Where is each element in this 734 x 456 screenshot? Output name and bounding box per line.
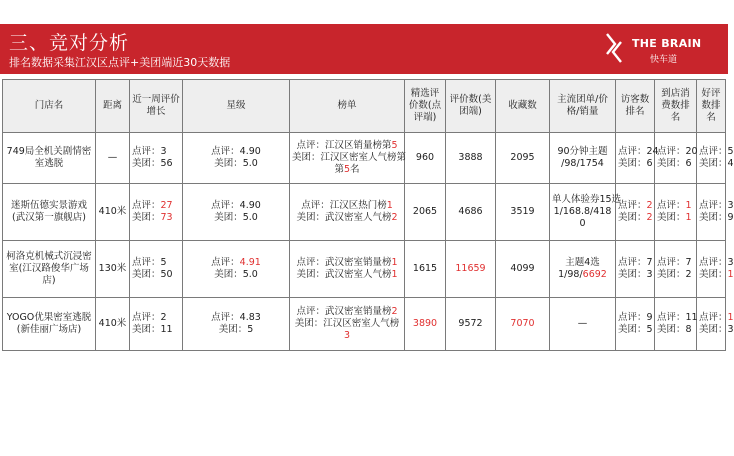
star-rating: 点评：4.83 美团：5: [183, 298, 290, 351]
star-rating: 点评：4.90 美团：5.0: [183, 184, 290, 241]
main-deal: 90分钟主题 /98/1754: [550, 133, 616, 184]
review-growth: 点评：27 美团：73: [130, 184, 183, 241]
good-rank: 点评：1 美团：3: [697, 298, 726, 351]
star-rating: 点评：4.91 美团：5.0: [183, 241, 290, 298]
distance: —: [96, 133, 130, 184]
store-name: YOGO优果密室逃脱(新佳丽广场店): [3, 298, 96, 351]
table-row: [3, 241, 726, 298]
favorites: 2095: [496, 133, 550, 184]
col-header-favorites: 收藏数: [496, 80, 550, 133]
col-header-distance: 距离: [96, 80, 130, 133]
meituan-reviews: 9572: [446, 298, 496, 351]
distance: 410米: [96, 184, 130, 241]
col-header-good-rank: 好评数排名: [697, 80, 726, 133]
review-growth: 点评：5 美团：50: [130, 241, 183, 298]
featured-reviews: 3890: [405, 298, 446, 351]
distance: 130米: [96, 241, 130, 298]
ranking-list: 点评：武汉密室销量榜1 美团：武汉密室人气榜1: [290, 241, 405, 298]
table-row: [3, 184, 726, 241]
meituan-reviews: 11659: [446, 241, 496, 298]
meituan-reviews: 4686: [446, 184, 496, 241]
header-banner: [0, 24, 728, 74]
brand-mark-icon: [604, 31, 624, 65]
store-name: 柯洛克机械式沉浸密室(江汉路俊华广场店): [3, 241, 96, 298]
featured-reviews: 960: [405, 133, 446, 184]
ranking-list: 点评：武汉密室销量榜2 美团：江汉区密室人气榜 3: [290, 298, 405, 351]
good-rank: 点评：3 美团：1: [697, 241, 726, 298]
brand-name-cn: 快车道: [650, 55, 678, 65]
col-header-featured-reviews: 精选评价数(点评端): [405, 80, 446, 133]
favorites: 4099: [496, 241, 550, 298]
good-rank: 点评：3 美团：9: [697, 184, 726, 241]
featured-reviews: 2065: [405, 184, 446, 241]
store-name: 迷斯伍德实景游戏(武汉第一旗舰店): [3, 184, 96, 241]
table-header-row: [3, 80, 726, 133]
ranking-list: 点评：江汉区销量榜第5 美团：江汉区密室人气榜第 第5名: [290, 133, 405, 184]
spend-rank: 点评：11 美团：8: [655, 298, 697, 351]
competitor-table: [2, 79, 734, 351]
brand-name: THE BRAIN: [632, 37, 702, 50]
review-growth: 点评：2 美团：11: [130, 298, 183, 351]
col-header-growth: 近一周评价增长: [130, 80, 183, 133]
table-row: [3, 298, 726, 351]
col-header-visitor-rank: 访客数排名: [616, 80, 655, 133]
col-header-deal: 主流团单/价格/销量: [550, 80, 616, 133]
favorites: 7070: [496, 298, 550, 351]
col-header-ranking-list: 榜单: [290, 80, 405, 133]
page-subtitle: 排名数据采集江汉区点评+美团端近30天数据: [9, 56, 231, 69]
col-header-meituan-reviews: 评价数(美团端): [446, 80, 496, 133]
spend-rank: 点评：1 美团：1: [655, 184, 697, 241]
visitor-rank: 点评：9 美团：5: [616, 298, 655, 351]
page-title: 三、竞对分析: [9, 32, 130, 54]
star-rating: 点评：4.90 美团：5.0: [183, 133, 290, 184]
featured-reviews: 1615: [405, 241, 446, 298]
main-deal: —: [550, 298, 616, 351]
spend-rank: 点评：7 美团：2: [655, 241, 697, 298]
review-growth: 点评：3 美团：56: [130, 133, 183, 184]
table-row: [3, 133, 726, 184]
main-deal: 单人体验券15选 1/168.8/418 0: [550, 184, 616, 241]
good-rank: 点评：5 美团：4: [697, 133, 726, 184]
visitor-rank: 点评：24 美团：6: [616, 133, 655, 184]
ranking-list: 点评：江汉区热门榜1 美团：武汉密室人气榜2: [290, 184, 405, 241]
visitor-rank: 点评：2 美团：2: [616, 184, 655, 241]
favorites: 3519: [496, 184, 550, 241]
visitor-rank: 点评：7 美团：3: [616, 241, 655, 298]
meituan-reviews: 3888: [446, 133, 496, 184]
main-deal: 主题4选 1/98/6692: [550, 241, 616, 298]
col-header-spend-rank: 到店消费数排名: [655, 80, 697, 133]
store-name: 749局全机关剧情密室逃脱: [3, 133, 96, 184]
col-header-name: 门店名: [3, 80, 96, 133]
col-header-star: 星级: [183, 80, 290, 133]
brand-logo: [604, 31, 720, 67]
distance: 410米: [96, 298, 130, 351]
spend-rank: 点评：20 美团：6: [655, 133, 697, 184]
